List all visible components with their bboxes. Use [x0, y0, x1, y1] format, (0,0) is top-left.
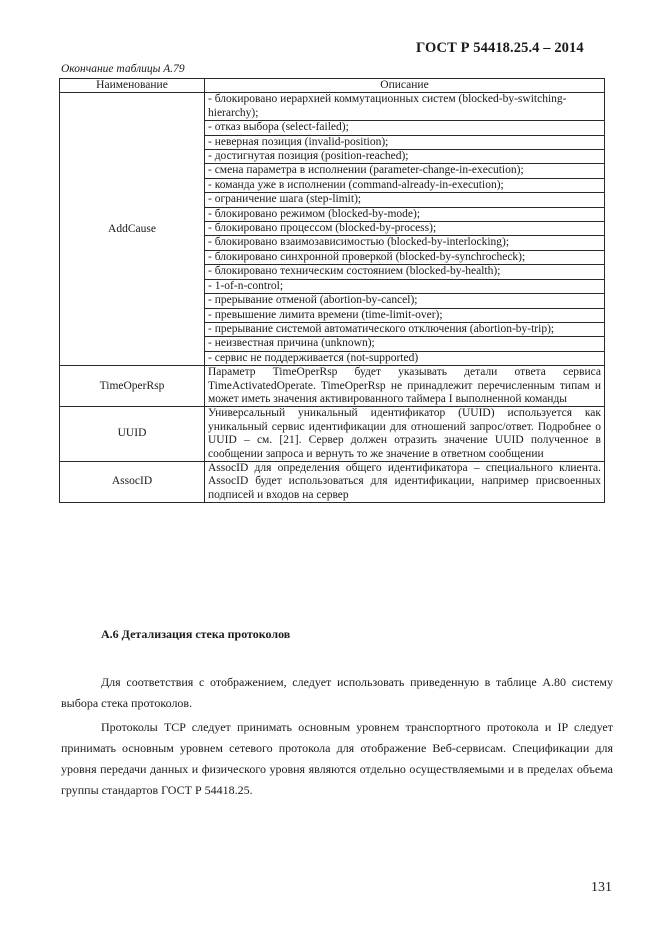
- addcause-item: - блокировано процессом (blocked-by-process);: [205, 222, 605, 236]
- addcause-name-cell: AddCause: [60, 93, 205, 366]
- addcause-item: - смена параметра в исполнении (parameter-change-in-execution);: [205, 164, 605, 178]
- uuid-description-cell: Универсальный уникальный идентификатор (UUID) используется как уникальный сервис идентификации для отношений запрос/ответ. Подробнее о UUID – см. [21]. Сервер должен отразить значение UUID полученное в сообщении запроса и вернуть то же значение в ответном сообщении: [205, 407, 605, 462]
- section-heading: А.6 Детализация стека протоколов: [101, 627, 291, 641]
- addcause-item: - сервис не поддерживается (not-supported): [205, 351, 605, 365]
- addcause-item: - 1-of-n-control;: [205, 279, 605, 293]
- paragraph: Для соответствия с отображением, следует использовать приведенную в таблице А.80 систему выбора стека протоколов.: [61, 675, 613, 710]
- timeoperrsp-name-cell: TimeOperRsp: [60, 366, 205, 407]
- document-header: ГОСТ Р 54418.25.4 – 2014: [416, 40, 584, 56]
- associd-description-cell: AssocID для определения общего идентификатора – специального клиента. AssocID будет использоваться для идентификации, например присвоенных подписей и входов на сервер: [205, 461, 605, 502]
- addcause-item: - команда уже в исполнении (command-already-in-execution);: [205, 178, 605, 192]
- addcause-item: - неверная позиция (invalid-position);: [205, 135, 605, 149]
- addcause-item: - блокировано взаимозависимостью (blocked-by-interlocking);: [205, 236, 605, 250]
- parameters-table: [59, 78, 605, 503]
- addcause-item: - ограничение шага (step-limit);: [205, 193, 605, 207]
- column-header-description: Описание: [205, 79, 605, 93]
- addcause-item: - неизвестная причина (unknown);: [205, 337, 605, 351]
- addcause-item: - блокировано техническим состоянием (blocked-by-health);: [205, 265, 605, 279]
- addcause-item: - прерывание системой автоматического отключения (abortion-by-trip);: [205, 322, 605, 336]
- addcause-item: - блокировано синхронной проверкой (blocked-by-synchrocheck);: [205, 250, 605, 264]
- page-number: 131: [591, 880, 612, 895]
- addcause-item: - отказ выбора (select-failed);: [205, 121, 605, 135]
- addcause-item: - достигнутая позиция (position-reached);: [205, 150, 605, 164]
- table-row: [60, 93, 605, 121]
- paragraph: Протоколы TCP следует принимать основным уровнем транспортного протокола и IP следует принимать основным уровнем сетевого протокола для отображение Веб-сервисам. Спецификации для уровня передачи данных и физического уровня являются отдельно осуществляемыми и в пределах объема группы стандартов ГОСТ Р 54418.25.: [61, 720, 613, 797]
- table-header-row: [60, 79, 605, 93]
- column-header-name: Наименование: [60, 79, 205, 93]
- table-row: [60, 366, 605, 407]
- table-caption: Окончание таблицы А.79: [61, 63, 185, 75]
- addcause-item: - блокировано иерархией коммутационных систем (blocked-by-switching-hierarchy);: [205, 93, 605, 121]
- addcause-item: - превышение лимита времени (time-limit-over);: [205, 308, 605, 322]
- addcause-item: - прерывание отменой (abortion-by-cancel);: [205, 294, 605, 308]
- table-row: [60, 461, 605, 502]
- associd-name-cell: AssocID: [60, 461, 205, 502]
- addcause-item: - блокировано режимом (blocked-by-mode);: [205, 207, 605, 221]
- uuid-name-cell: UUID: [60, 407, 205, 462]
- table-row: [60, 407, 605, 462]
- timeoperrsp-description-cell: Параметр TimeOperRsp будет указывать детали ответа сервиса TimeActivatedOperate. TimeOperRsp не принадлежит перечисленным типам и может иметь значения активированного таймера I выполненной команды: [205, 366, 605, 407]
